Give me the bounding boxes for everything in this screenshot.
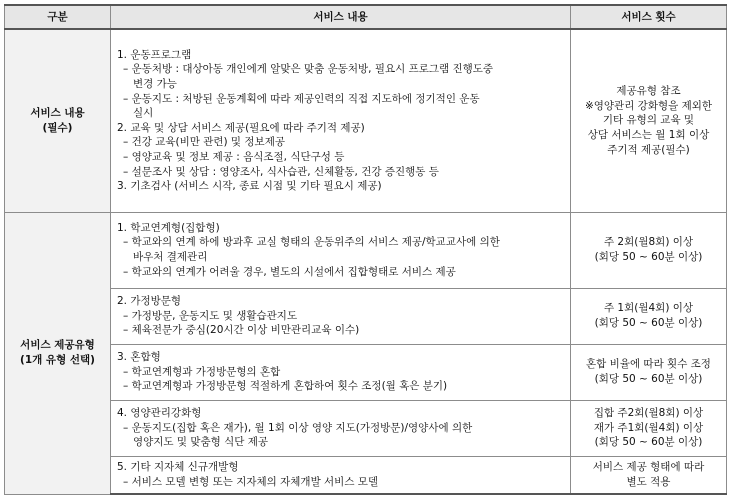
freq-line: (회당 50 ~ 60분 이상) — [594, 251, 703, 263]
service-type-content — [111, 344, 571, 400]
freq-line: 별도 적용 — [626, 475, 671, 488]
service-type-content — [111, 288, 571, 344]
content-line: – 체육전문가 중심(20시간 이상 비만관리교육 이수) — [123, 324, 360, 337]
service-content-label — [5, 29, 111, 212]
service-type-row-3 — [5, 344, 727, 400]
content-line: 영양지도 및 맞춤형 식단 제공 — [133, 436, 269, 449]
content-line: – 영양교육 및 정보 제공 : 음식조절, 식단구성 등 — [123, 150, 345, 163]
header-row — [5, 5, 727, 29]
content-line: 1. 학교연계형(집합형) — [117, 221, 220, 234]
service-type-frequency — [571, 456, 727, 494]
header-content: 서비스 내용 — [111, 5, 571, 29]
content-line: 2. 교육 및 상담 서비스 제공(필요에 따라 주기적 제공) — [117, 121, 365, 134]
content-line: 3. 혼합형 — [117, 351, 161, 364]
freq-line: 주 1회(월4회) 이상 — [603, 302, 694, 315]
freq-line: 재가 주1회(월4회) 이상 — [593, 421, 704, 434]
content-line: – 건강 교육(비만 관련) 및 정보제공 — [123, 136, 285, 149]
service-type-row-2 — [5, 288, 727, 344]
service-content-text — [111, 29, 571, 212]
service-content-row — [5, 29, 727, 212]
service-type-frequency — [571, 288, 727, 344]
content-line: 1. 운동프로그램 — [117, 48, 192, 61]
content-line: 4. 영양관리강화형 — [117, 407, 202, 420]
service-types-label-line2: (1개 유형 선택) — [20, 354, 95, 366]
service-table — [4, 4, 727, 495]
freq-line: 주기적 제공(필수) — [607, 143, 690, 156]
freq-line: (회당 50 ~ 60분 이상) — [594, 436, 703, 449]
content-line: – 운동처방 : 대상아동 개인에게 알맞은 맞춤 운동처방, 필요시 프로그램 진행도중 — [123, 63, 494, 76]
content-line: 5. 기타 지자체 신규개발형 — [117, 461, 239, 474]
service-types-label — [5, 212, 111, 494]
content-line: 변경 가능 — [133, 77, 177, 90]
service-type-frequency — [571, 344, 727, 400]
service-content-frequency — [571, 29, 727, 212]
service-type-content — [111, 212, 571, 288]
freq-line: 제공유형 참조 — [616, 85, 681, 98]
content-line: 실시 — [133, 107, 154, 120]
freq-line: 집합 주2회(월8회) 이상 — [593, 407, 704, 420]
service-content-label-line1: 서비스 내용 — [30, 107, 85, 120]
content-line: – 가정방문, 운동지도 및 생활습관지도 — [123, 309, 298, 322]
freq-line: 혼합 비율에 따라 횟수 조정 — [586, 358, 711, 371]
content-line: – 학교와의 연계가 어려울 경우, 별도의 시설에서 집합형태로 서비스 제공 — [123, 265, 456, 278]
freq-line: 상담 서비스는 월 1회 이상 — [587, 129, 710, 142]
content-line: 2. 가정방문형 — [117, 295, 182, 308]
content-line: – 운동지도(집합 혹은 재가), 월 1회 이상 영양 지도(가정방문)/영양사에 의한 — [123, 421, 473, 434]
content-line: – 학교연계형과 가정방문형 적절하게 혼합하여 횟수 조정(월 혹은 분기) — [123, 380, 448, 393]
header-category: 구분 — [5, 5, 111, 29]
service-type-frequency — [571, 400, 727, 456]
service-type-row-1 — [5, 212, 727, 288]
content-line: 3. 기초검사 (서비스 시작, 종료 시점 및 기타 필요시 제공) — [117, 180, 382, 193]
service-content-label-line2: (필수) — [42, 121, 73, 134]
content-line: 바우처 결제관리 — [133, 251, 208, 263]
freq-line: ※영양관리 강화형을 제외한 — [584, 99, 713, 112]
service-type-content — [111, 456, 571, 494]
content-line: – 서비스 모델 변형 또는 지자체의 자체개발 서비스 모델 — [123, 475, 379, 488]
freq-line: (회당 50 ~ 60분 이상) — [594, 317, 703, 329]
freq-line: 기타 유형의 교육 및 — [602, 114, 695, 127]
content-line: – 학교연계형과 가정방문형의 혼합 — [123, 365, 281, 378]
content-line: – 운동지도 : 처방된 운동계획에 따라 제공인력의 직접 지도하에 정기적인 운동 — [123, 92, 480, 105]
content-line: – 학교와의 연계 하에 방과후 교실 형태의 운동위주의 서비스 제공/학교교사에 의한 — [123, 236, 500, 249]
service-type-frequency — [571, 212, 727, 288]
content-line: – 설문조사 및 상담 : 영양조사, 식사습관, 신체활동, 건강 증진행동 등 — [123, 165, 439, 178]
service-types-label-line1: 서비스 제공유형 — [20, 339, 95, 352]
header-frequency: 서비스 횟수 — [571, 5, 727, 29]
freq-line: (회당 50 ~ 60분 이상) — [594, 373, 703, 385]
freq-line: 서비스 제공 형태에 따라 — [592, 461, 705, 474]
service-type-row-5 — [5, 456, 727, 494]
service-type-row-4 — [5, 400, 727, 456]
service-type-content — [111, 400, 571, 456]
freq-line: 주 2회(월8회) 이상 — [603, 236, 694, 249]
